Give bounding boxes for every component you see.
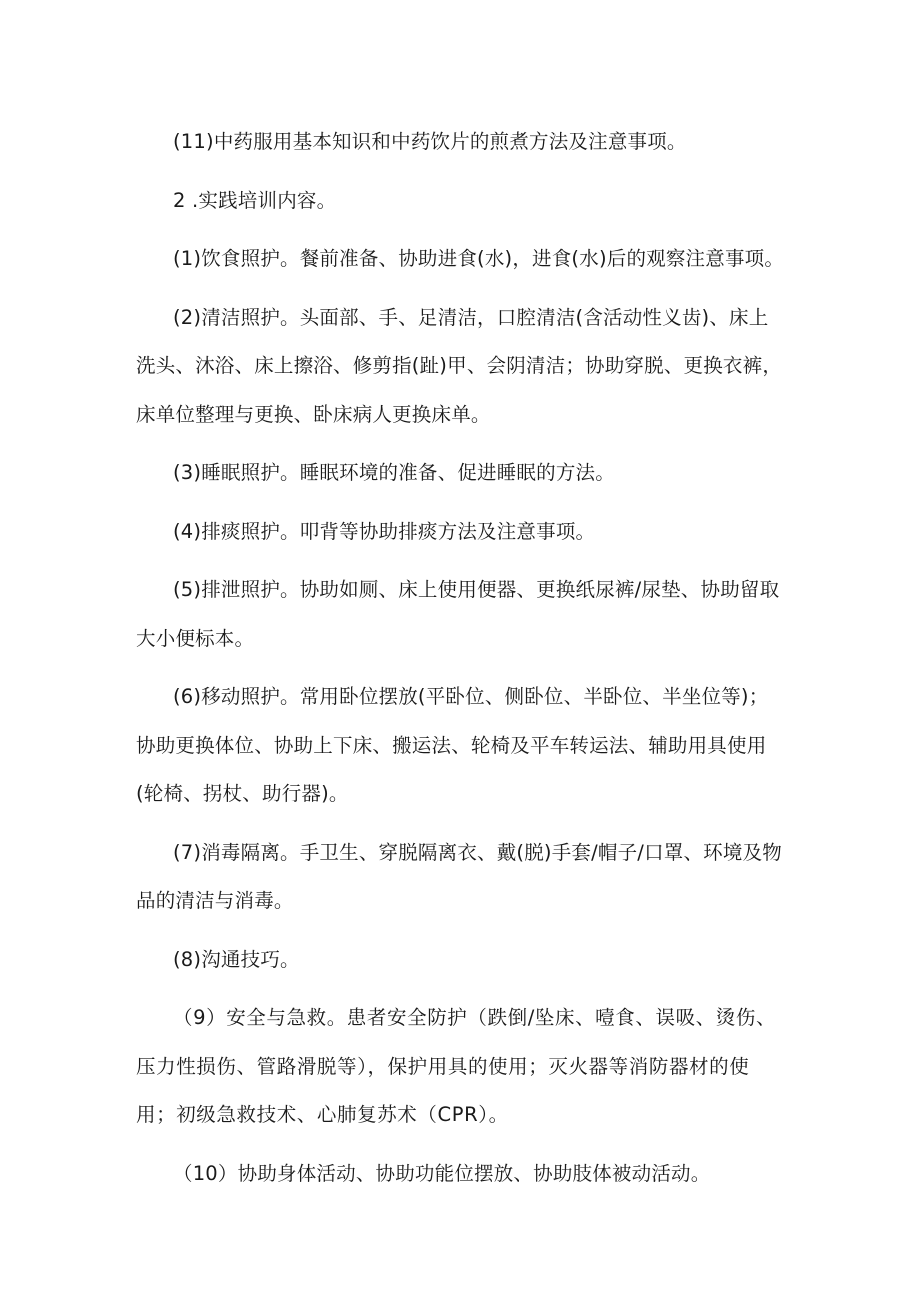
section-heading-practice: 2 .实践培训内容。 xyxy=(173,188,337,212)
paragraph-5-excretion-care: (5)排泄照护。协助如厕、床上使用便器、更换纸尿裤/尿垫、协助留取大小便标本。 xyxy=(136,578,780,650)
paragraph-4-sputum-care: (4)排痰照护。叩背等协助排痰方法及注意事项。 xyxy=(173,519,596,543)
paragraph-6-mobility-care: (6)移动照护。常用卧位摆放(平卧位、侧卧位、半卧位、半坐位等)；协助更换体位、协助上下床、搬运法、轮椅及平车转运法、辅助用具使用(轮椅、拐杖、助行器)。 xyxy=(136,685,769,805)
document-body xyxy=(136,118,786,1198)
paragraph-9-safety-first-aid: （9）安全与急救。患者安全防护（跌倒/坠床、噎食、误吸、烫伤、压力性损伤、管路滑脱等），保护用具的使用；灭火器等消防器材的使用；初级急救技术、心肺复苏术（CPR）。 xyxy=(136,1006,777,1126)
paragraph-10-physical-activity: （10）协助身体活动、协助功能位摆放、协助肢体被动活动。 xyxy=(173,1161,711,1185)
paragraph-1-diet-care: (1)饮食照护。餐前准备、协助进食(水)，进食(水)后的观察注意事项。 xyxy=(173,247,785,270)
paragraph-3-sleep-care: (3)睡眠照护。睡眠环境的准备、促进睡眠的方法。 xyxy=(173,461,615,484)
paragraph-2-cleaning-care: (2)清洁照护。头面部、手、足清洁，口腔清洁(含活动性义齿)、床上洗头、沐浴、床上擦浴、修剪指(趾)甲、会阴清洁；协助穿脱、更换衣裤，床单位整理与更换、卧床病人更换床单。 xyxy=(136,305,783,426)
paragraph-7-disinfection: (7)消毒隔离。手卫生、穿脱隔离衣、戴(脱)手套/帽子/口罩、环境及物品的清洁与消毒。 xyxy=(136,840,782,912)
paragraph-11-tcm: (11)中药服用基本知识和中药饮片的煎煮方法及注意事项。 xyxy=(173,130,687,153)
paragraph-8-communication: (8)沟通技巧。 xyxy=(173,947,300,971)
